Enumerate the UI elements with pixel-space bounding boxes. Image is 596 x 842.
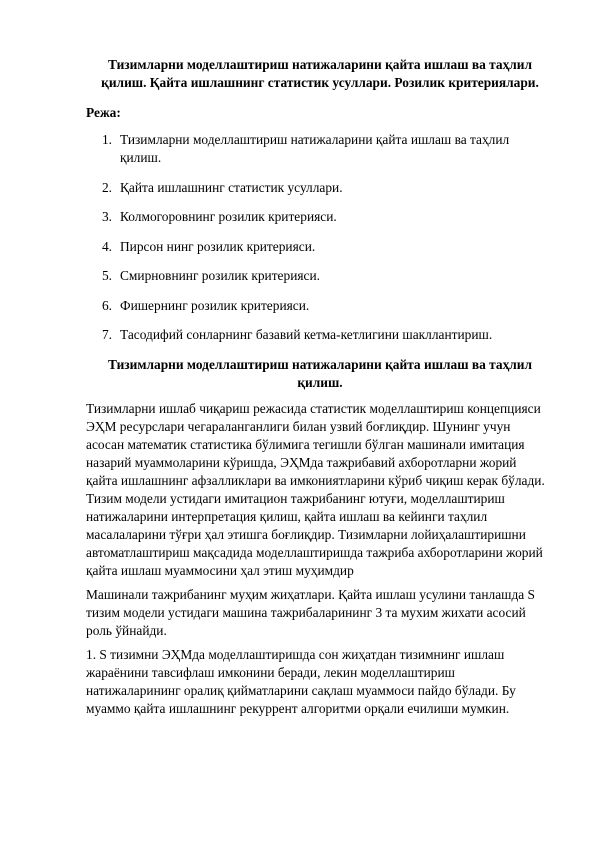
plan-item — [86, 179, 546, 197]
plan-item — [86, 131, 546, 167]
body-paragraph: Тизимларни ишлаб чиқариш режасида статистик моделлаштириш концепцияси ЭҲМ ресурслари чегараланганлиги билан узвий боғлиқдир. Шунинг учун асосан математик статистика бўлимига тегишли бўлган машинали имитация назарий муаммоларини кўришда, ЭҲМда тажрибавий ахборотларни жорий қайта ишлашнинг афзалликлари ва имкониятларини кўриб чиқиш керак бўлади. Тизим модели устидаги имитацион тажрибанинг ютуғи, моделлаштириш натижаларини интерпретация қилиш, қайта ишлаш ва кейинги таҳлил масалаларини тўғри ҳал этишга боғлиқдир. Тизимларни лойиҳалаштиришни автоматлаштириш мақсадида моделлаштиришда тажриба ахборотларини жорий қайта ишлаш муаммосини ҳал этиш муҳимдир — [86, 400, 545, 578]
plan-item-text: Фишернинг розилик критерияси. — [120, 297, 310, 313]
plan-label: Режа: — [86, 105, 121, 120]
document-title: Тизимларни моделлаштириш натижаларини қайта ишлаш ва таҳлил қилиш. Қайта ишлашнинг статистик усуллари. Розилик критериялари. — [101, 57, 539, 90]
plan-item — [86, 238, 546, 256]
plan-item-number: 6. — [101, 297, 112, 313]
plan-list — [86, 131, 546, 344]
plan-item-number: 7. — [101, 327, 112, 342]
plan-item-text: Пирсон нинг розилик критерияси. — [120, 238, 316, 254]
plan-item — [86, 267, 546, 285]
plan-item-number: 4. — [101, 238, 112, 254]
plan-item — [86, 208, 546, 226]
plan-item-text: Қайта ишлашнинг статистик усуллари. — [120, 179, 343, 195]
plan-item — [86, 297, 546, 315]
plan-item-number: 2. — [101, 179, 112, 195]
plan-item-text: Тизимларни моделлаштириш натижаларини қайта ишлаш ва таҳлил қилиш. — [120, 132, 510, 165]
body-paragraph: 1. S тизимни ЭҲМда моделлаштиришда сон жиҳатдан тизимнинг ишлаш жараёнини тавсифлаш имконини беради, лекин моделлаштириш натижаларининг оралиқ қийматларини сақлаш муаммоси пайдо бўлади. Бу муаммо қайта ишлашнинг рекуррент алгоритми орқали ечилиши мумкин. — [86, 646, 516, 716]
plan-item-number: 3. — [101, 209, 112, 224]
plan-item-number: 1. — [101, 132, 112, 147]
section-heading: Тизимларни моделлаштириш натижаларини қайта ишлаш ва таҳлил қилиш. — [107, 356, 533, 390]
plan-item-text: Колмогоровнинг розилик критерияси. — [120, 209, 337, 224]
plan-item-number: 5. — [101, 268, 112, 283]
plan-item — [86, 326, 546, 344]
body-paragraph: Машинали тажрибанинг муҳим жиҳатлари. Қайта ишлаш усулини танлашда S тизим модели устидаги машина тажрибаларининг 3 та мухим жихати асосий роль ўйнайди. — [86, 586, 535, 638]
plan-item-text: Тасодифий сонларнинг базавий кетма-кетлигини шакллантириш. — [120, 327, 493, 342]
plan-item-text: Смирновнинг розилик критерияси. — [120, 268, 320, 283]
